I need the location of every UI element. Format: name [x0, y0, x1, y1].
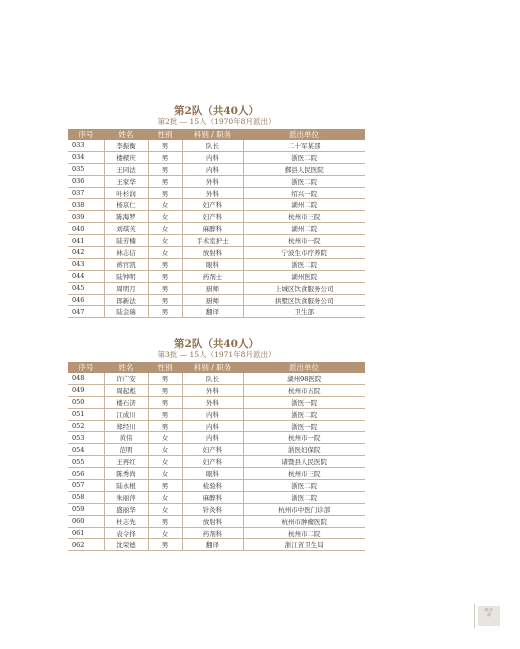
- cell-unit: 诸暨县人民医院: [243, 456, 365, 468]
- cell-name: 王同法: [104, 163, 148, 175]
- cell-no: 037: [68, 187, 104, 199]
- cell-unit: 浙医二院: [243, 151, 365, 163]
- header-no: 序号: [68, 129, 104, 140]
- cell-no: 062: [68, 539, 104, 551]
- cell-name: 范明: [104, 444, 148, 456]
- cell-unit: 二十军某部: [243, 140, 365, 151]
- cell-name: 叶杉润: [104, 187, 148, 199]
- cell-gender: 女: [148, 503, 182, 515]
- cell-gender: 男: [148, 539, 182, 551]
- table-row: [68, 515, 365, 527]
- cell-no: 054: [68, 444, 104, 456]
- table-row: [68, 151, 365, 163]
- cell-gender: 男: [148, 373, 182, 384]
- cell-no: 052: [68, 420, 104, 432]
- table-row: [68, 223, 365, 235]
- cell-no: 060: [68, 515, 104, 527]
- cell-name: 沈荣德: [104, 539, 148, 551]
- table-row: [68, 235, 365, 247]
- cell-dept: 手术室护士: [182, 235, 243, 247]
- side-divider: [474, 604, 477, 628]
- cell-dept: 队长: [182, 140, 243, 151]
- header-gender: 性别: [148, 362, 182, 373]
- cell-dept: 内科: [182, 151, 243, 163]
- cell-dept: 外科: [182, 396, 243, 408]
- member-table: [68, 362, 365, 551]
- cell-name: 李振衡: [104, 140, 148, 151]
- cell-unit: 湖州98医院: [243, 373, 365, 384]
- cell-unit: 杭州市中医门诊部: [243, 503, 365, 515]
- cell-unit: 杭州市肿瘤医院: [243, 515, 365, 527]
- cell-name: 蒋官凯: [104, 258, 148, 270]
- table-row: [68, 456, 365, 468]
- cell-name: 周明月: [104, 282, 148, 294]
- cell-name: 杜志先: [104, 515, 148, 527]
- cell-dept: 外科: [182, 187, 243, 199]
- cell-dept: 药剂士: [182, 270, 243, 282]
- cell-unit: 杭州市一院: [243, 432, 365, 444]
- cell-dept: 放射科: [182, 247, 243, 259]
- cell-no: 049: [68, 384, 104, 396]
- cell-gender: 男: [148, 294, 182, 306]
- table-row: [68, 396, 365, 408]
- cell-gender: 女: [148, 235, 182, 247]
- cell-no: 058: [68, 491, 104, 503]
- cell-unit: 浙医二院: [243, 175, 365, 187]
- cell-name: 杨京仁: [104, 199, 148, 211]
- table-row: [68, 468, 365, 480]
- cell-no: 033: [68, 140, 104, 151]
- cell-dept: 检验科: [182, 480, 243, 492]
- cell-gender: 男: [148, 151, 182, 163]
- table-row: [68, 258, 365, 270]
- page-side-tab: [478, 606, 500, 626]
- section-subtitle: 第3批 — 15人（1971年8月派出）: [157, 350, 276, 359]
- cell-no: 041: [68, 235, 104, 247]
- cell-no: 038: [68, 199, 104, 211]
- cell-gender: 男: [148, 384, 182, 396]
- table-row: [68, 444, 365, 456]
- table-row: [68, 432, 365, 444]
- cell-no: 040: [68, 223, 104, 235]
- cell-no: 061: [68, 527, 104, 539]
- cell-unit: 浙医二院: [243, 408, 365, 420]
- cell-no: 034: [68, 151, 104, 163]
- cell-gender: 男: [148, 258, 182, 270]
- cell-dept: 针灸科: [182, 503, 243, 515]
- cell-dept: 翻译: [182, 306, 243, 318]
- cell-no: 053: [68, 432, 104, 444]
- cell-gender: 女: [148, 432, 182, 444]
- header-unit: 派出单位: [243, 129, 365, 140]
- cell-dept: 翻译: [182, 539, 243, 551]
- cell-name: 王家华: [104, 175, 148, 187]
- cell-name: 林志信: [104, 247, 148, 259]
- cell-gender: 女: [148, 211, 182, 223]
- cell-no: 050: [68, 396, 104, 408]
- table-header: [68, 129, 365, 140]
- table-row: [68, 408, 365, 420]
- cell-no: 036: [68, 175, 104, 187]
- cell-unit: 宁波生市疗养院: [243, 247, 365, 259]
- table-row: [68, 420, 365, 432]
- cell-name: 朱丽萍: [104, 491, 148, 503]
- cell-name: 郎新法: [104, 294, 148, 306]
- cell-unit: 浙医一院: [243, 420, 365, 432]
- cell-unit: 浙医一院: [243, 396, 365, 408]
- cell-gender: 女: [148, 444, 182, 456]
- cell-name: 盛丽华: [104, 503, 148, 515]
- cell-gender: 男: [148, 140, 182, 151]
- cell-no: 043: [68, 258, 104, 270]
- cell-name: 陆金瑞: [104, 306, 148, 318]
- cell-name: 黄伟: [104, 432, 148, 444]
- cell-dept: 眼科: [182, 258, 243, 270]
- cell-dept: 外科: [182, 175, 243, 187]
- cell-gender: 男: [148, 163, 182, 175]
- table-row: [68, 247, 365, 259]
- cell-dept: 队长: [182, 373, 243, 384]
- cell-dept: 麻醉科: [182, 491, 243, 503]
- cell-unit: 浙医妇保院: [243, 444, 365, 456]
- cell-unit: 浙江省卫生局: [243, 539, 365, 551]
- table-row: [68, 187, 365, 199]
- cell-dept: 厨师: [182, 294, 243, 306]
- header-dept: 科别 / 职务: [182, 362, 243, 373]
- cell-dept: 妇产科: [182, 456, 243, 468]
- table-row: [68, 373, 365, 384]
- cell-unit: 杭州市一院: [243, 235, 365, 247]
- cell-gender: 男: [148, 187, 182, 199]
- cell-unit: 上城区饮食服务公司: [243, 282, 365, 294]
- cell-dept: 外科: [182, 384, 243, 396]
- table-header: [68, 362, 365, 373]
- cell-gender: 男: [148, 270, 182, 282]
- cell-gender: 男: [148, 515, 182, 527]
- cell-dept: 妇产科: [182, 211, 243, 223]
- cell-unit: 拱墅区饮食服务公司: [243, 294, 365, 306]
- cell-unit: 湖州二院: [243, 223, 365, 235]
- cell-unit: 杭州市三院: [243, 211, 365, 223]
- table-row: [68, 527, 365, 539]
- section-batch-2: [68, 105, 365, 318]
- cell-name: 陈秀尚: [104, 468, 148, 480]
- cell-unit: 浙医二院: [243, 258, 365, 270]
- cell-no: 059: [68, 503, 104, 515]
- cell-unit: 杭州市三院: [243, 468, 365, 480]
- cell-name: 王再红: [104, 456, 148, 468]
- header-dept: 科别 / 职务: [182, 129, 243, 140]
- cell-gender: 女: [148, 527, 182, 539]
- section-title: 第2队（共40人）: [174, 338, 259, 350]
- cell-unit: 杭州市五院: [243, 384, 365, 396]
- cell-gender: 女: [148, 491, 182, 503]
- cell-name: 楼石济: [104, 396, 148, 408]
- cell-no: 056: [68, 468, 104, 480]
- table-row: [68, 199, 365, 211]
- table-row: [68, 491, 365, 503]
- cell-name: 郑经川: [104, 420, 148, 432]
- cell-dept: 内科: [182, 420, 243, 432]
- table-row: [68, 539, 365, 551]
- cell-name: 陆芳楠: [104, 235, 148, 247]
- cell-unit: 湖州医院: [243, 270, 365, 282]
- cell-no: 057: [68, 480, 104, 492]
- table-row: [68, 270, 365, 282]
- cell-no: 035: [68, 163, 104, 175]
- cell-unit: 浙医二院: [243, 480, 365, 492]
- table-row: [68, 503, 365, 515]
- table-row: [68, 140, 365, 151]
- cell-dept: 内科: [182, 408, 243, 420]
- section-batch-3: [68, 338, 365, 551]
- table-row: [68, 306, 365, 318]
- section-subtitle: 第2批 — 15人（1970年8月派出）: [157, 117, 276, 126]
- cell-gender: 女: [148, 456, 182, 468]
- cell-name: 袁令择: [104, 527, 148, 539]
- cell-name: 楼樑庆: [104, 151, 148, 163]
- header-name: 姓名: [104, 129, 148, 140]
- cell-gender: 女: [148, 199, 182, 211]
- cell-gender: 女: [148, 223, 182, 235]
- cell-name: 陆钟明: [104, 270, 148, 282]
- cell-name: 周起彪: [104, 384, 148, 396]
- side-tab-label: 援非录: [484, 608, 494, 618]
- cell-no: 046: [68, 294, 104, 306]
- cell-gender: 男: [148, 420, 182, 432]
- cell-dept: 内科: [182, 163, 243, 175]
- cell-gender: 男: [148, 480, 182, 492]
- cell-name: 刘琪芙: [104, 223, 148, 235]
- cell-gender: 女: [148, 468, 182, 480]
- cell-no: 044: [68, 270, 104, 282]
- table-row: [68, 282, 365, 294]
- cell-no: 042: [68, 247, 104, 259]
- cell-unit: 湖州二院: [243, 199, 365, 211]
- cell-gender: 男: [148, 396, 182, 408]
- cell-unit: 绍兴一院: [243, 187, 365, 199]
- cell-dept: 妇产科: [182, 199, 243, 211]
- table-row: [68, 294, 365, 306]
- cell-dept: 妇产科: [182, 444, 243, 456]
- cell-unit: 卫生部: [243, 306, 365, 318]
- cell-gender: 男: [148, 306, 182, 318]
- table-row: [68, 175, 365, 187]
- header-gender: 性别: [148, 129, 182, 140]
- cell-no: 048: [68, 373, 104, 384]
- member-table: [68, 129, 365, 318]
- cell-gender: 男: [148, 282, 182, 294]
- header-name: 姓名: [104, 362, 148, 373]
- cell-dept: 放射科: [182, 515, 243, 527]
- cell-no: 045: [68, 282, 104, 294]
- cell-dept: 厨师: [182, 282, 243, 294]
- cell-name: 陈海罗: [104, 211, 148, 223]
- cell-gender: 男: [148, 175, 182, 187]
- section-title: 第2队（共40人）: [174, 105, 259, 117]
- table-row: [68, 384, 365, 396]
- header-no: 序号: [68, 362, 104, 373]
- cell-no: 055: [68, 456, 104, 468]
- cell-gender: 女: [148, 247, 182, 259]
- cell-dept: 麻醉科: [182, 223, 243, 235]
- cell-no: 039: [68, 211, 104, 223]
- table-row: [68, 163, 365, 175]
- cell-unit: 杭州市二院: [243, 527, 365, 539]
- cell-no: 047: [68, 306, 104, 318]
- cell-name: 许广安: [104, 373, 148, 384]
- cell-gender: 男: [148, 408, 182, 420]
- cell-dept: 药剂科: [182, 527, 243, 539]
- header-unit: 派出单位: [243, 362, 365, 373]
- cell-name: 江成川: [104, 408, 148, 420]
- cell-name: 陆永根: [104, 480, 148, 492]
- table-row: [68, 211, 365, 223]
- cell-unit: 鄞县人民医院: [243, 163, 365, 175]
- cell-dept: 眼科: [182, 468, 243, 480]
- table-row: [68, 480, 365, 492]
- cell-unit: 浙医二院: [243, 491, 365, 503]
- cell-no: 051: [68, 408, 104, 420]
- cell-dept: 内科: [182, 432, 243, 444]
